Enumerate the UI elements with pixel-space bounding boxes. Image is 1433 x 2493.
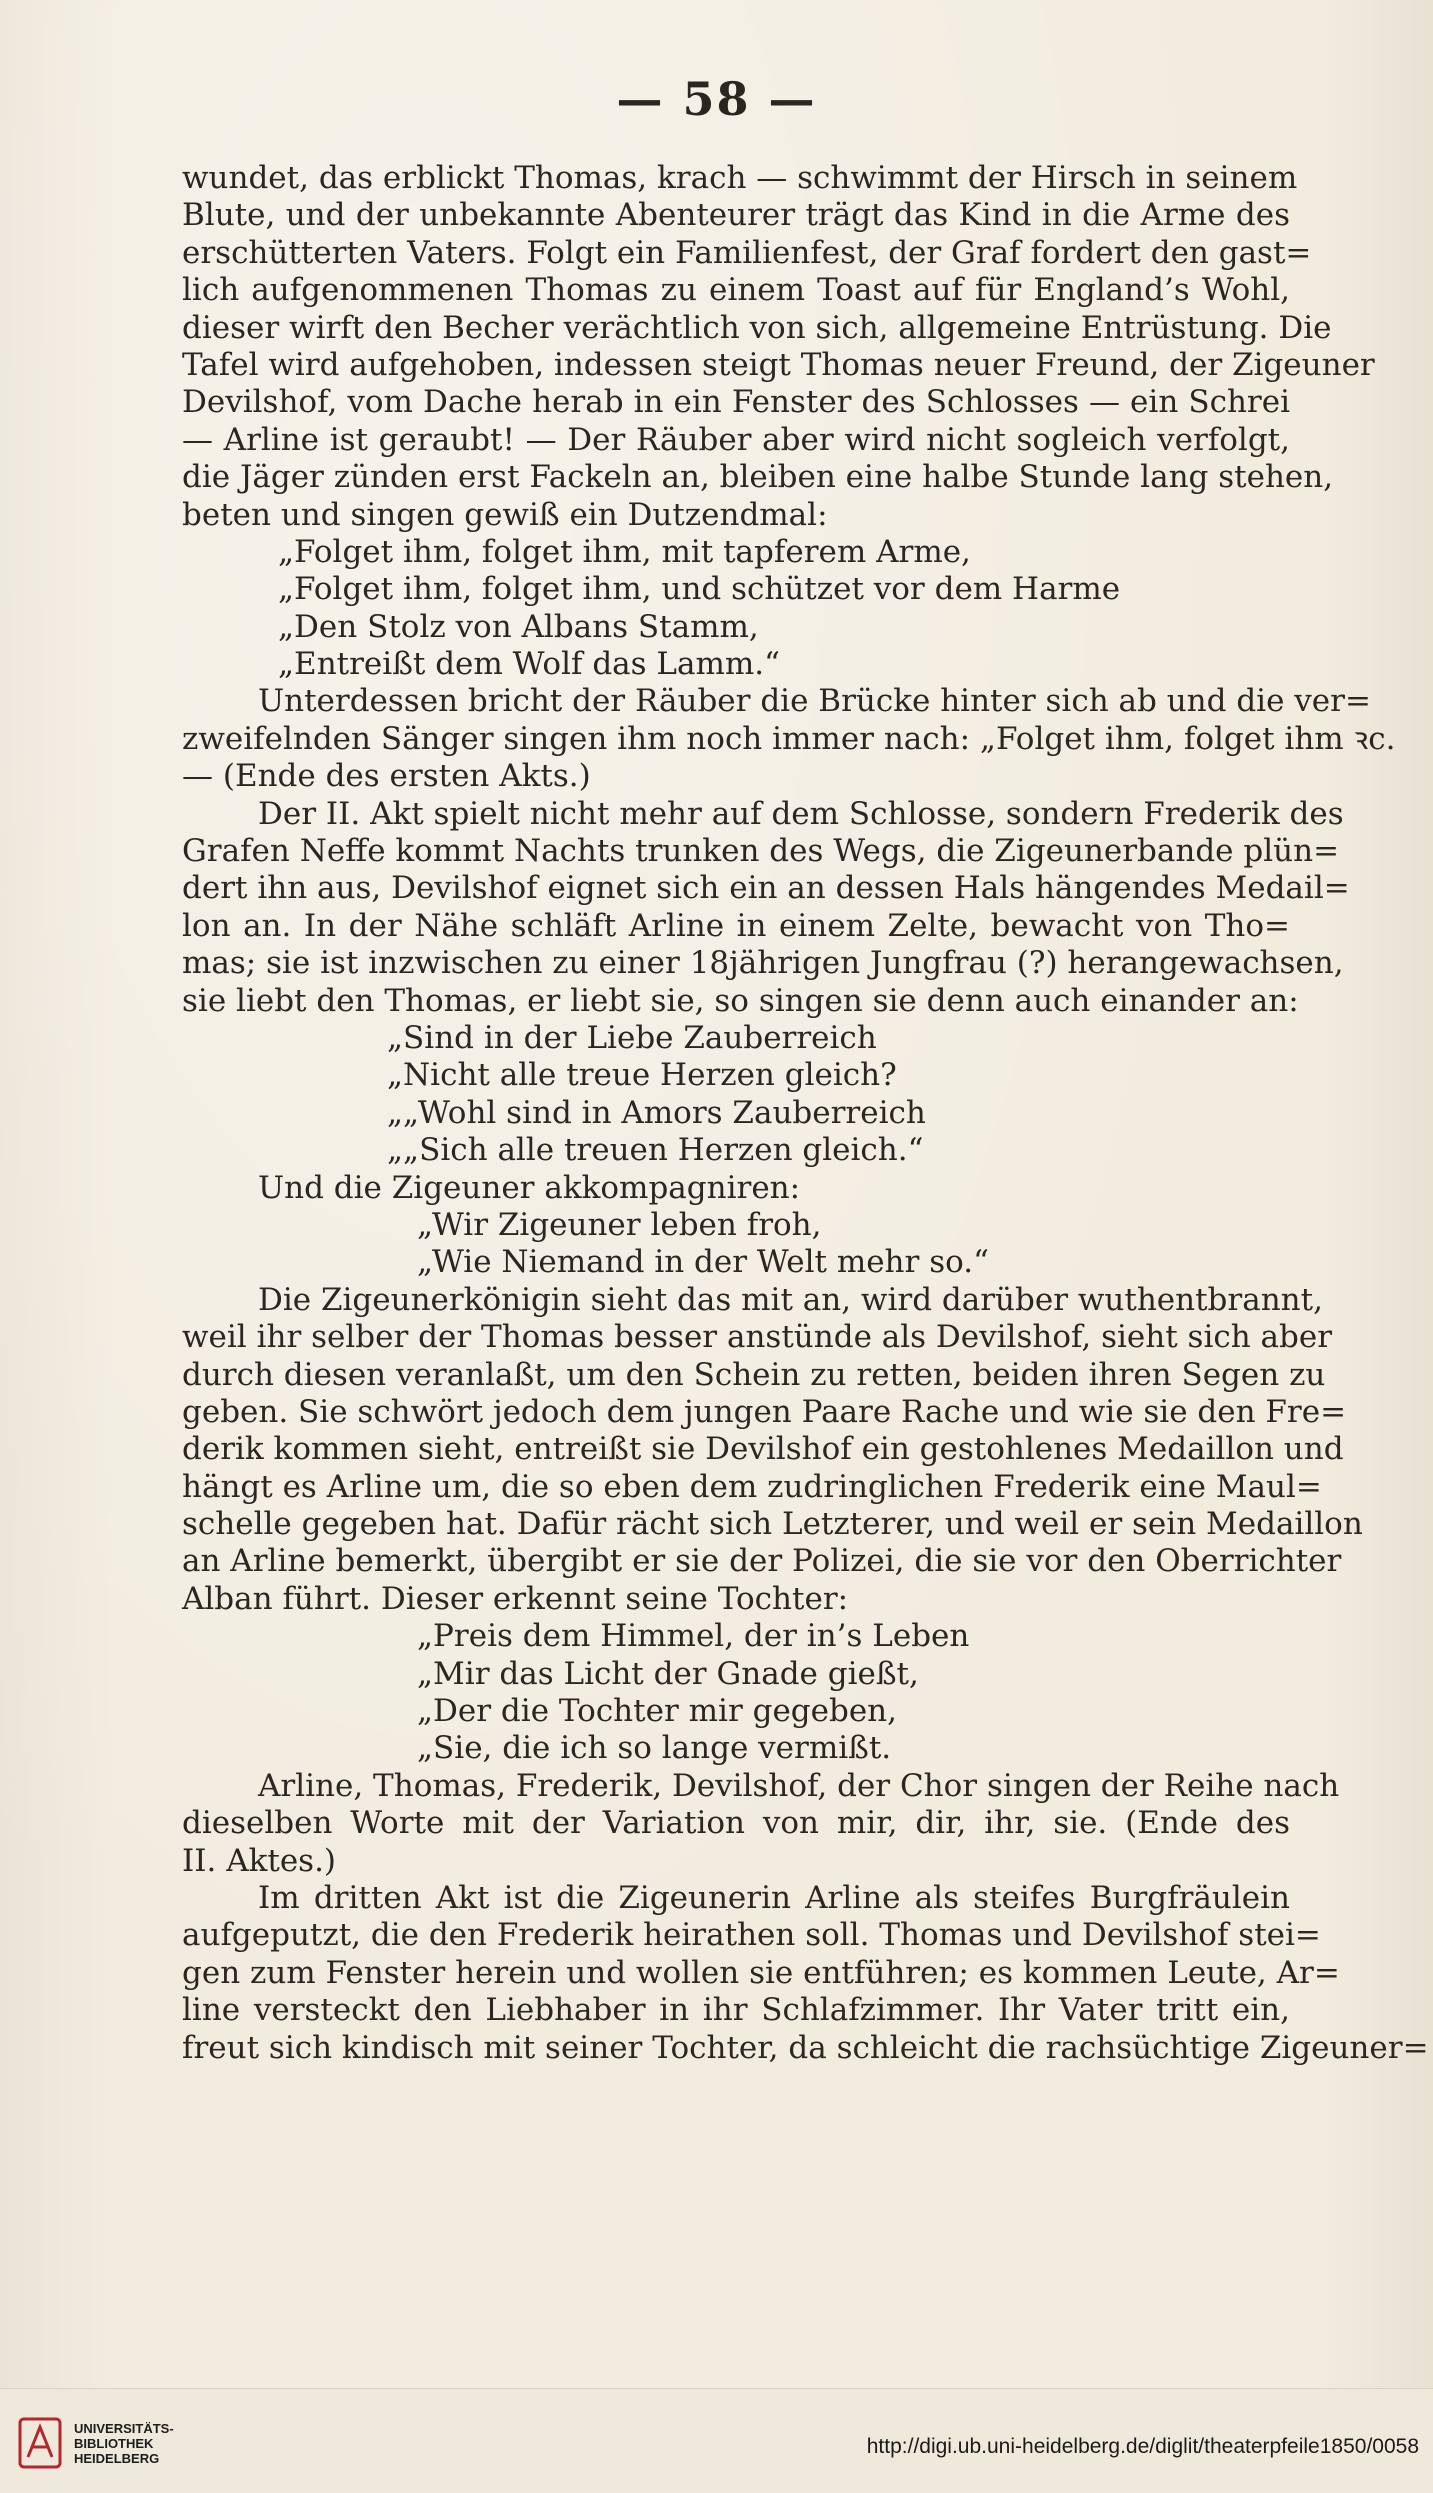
logo-line: UNIVERSITÄTS-: [74, 2421, 174, 2436]
text-line: an Arline bemerkt, übergibt er sie der Polizei, die sie vor den Oberrichter: [182, 1543, 1342, 1580]
text-line: weil ihr selber der Thomas besser anstünde als Devilshof, sieht sich aber: [182, 1319, 1333, 1356]
library-logo-text: [74, 2421, 174, 2466]
text-line: Arline, Thomas, Frederik, Devilshof, der Chor singen der Reihe nach: [258, 1767, 1340, 1804]
text-line: „Der die Tochter mir gegeben,: [417, 1693, 898, 1730]
text-line: „Folget ihm, folget ihm, und schützet vor dem Harme: [278, 571, 1121, 608]
text-line: — (Ende des ersten Akts.): [182, 758, 591, 795]
text-line: beten und singen gewiß ein Dutzendmal:: [182, 496, 828, 533]
text-line: zweifelnden Sänger singen ihm noch immer nach: „Folget ihm, folget ihm ꝛc.: [182, 720, 1396, 757]
text-line: Grafen Neffe kommt Nachts trunken des Wegs, die Zigeunerbande plün=: [182, 833, 1340, 870]
text-line: „Entreißt dem Wolf das Lamm.“: [278, 646, 780, 683]
text-line: dieser wirft den Becher verächtlich von sich, allgemeine Entrüstung. Die: [182, 309, 1332, 346]
text-line: dert ihn aus, Devilshof eignet sich ein an dessen Hals hängendes Medail=: [182, 870, 1350, 907]
text-line: „Mir das Licht der Gnade gießt,: [417, 1655, 919, 1692]
text-line: freut sich kindisch mit seiner Tochter, da schleicht die rachsüchtige Zigeuner=: [182, 2029, 1429, 2066]
text-line: Im dritten Akt ist die Zigeunerin Arline als steifes Burgfräulein: [258, 1879, 1290, 1916]
text-line: sie liebt den Thomas, er liebt sie, so singen sie denn auch einander an:: [182, 982, 1299, 1019]
text-line: gen zum Fenster herein und wollen sie entführen; es kommen Leute, Ar=: [182, 1954, 1340, 1991]
text-line: „Preis dem Himmel, der in’s Leben: [417, 1618, 970, 1655]
text-line: Tafel wird aufgehoben, indessen steigt Thomas neuer Freund, der Zigeuner: [182, 346, 1375, 383]
text-line: aufgeputzt, die den Frederik heirathen soll. Thomas und Devilshof stei=: [182, 1917, 1321, 1954]
page-number: — 58 —: [616, 72, 817, 126]
logo-line: BIBLIOTHEK: [74, 2436, 154, 2451]
text-line: „Den Stolz von Albans Stamm,: [278, 608, 759, 645]
university-seal-icon: [18, 2417, 62, 2469]
text-line: „Sind in der Liebe Zauberreich: [387, 1019, 877, 1056]
text-line: „„Wohl sind in Amors Zauberreich: [387, 1094, 926, 1131]
text-line: Und die Zigeuner akkompagniren:: [258, 1169, 801, 1206]
text-line: erschütterten Vaters. Folgt ein Familienfest, der Graf fordert den gast=: [182, 234, 1312, 271]
text-line: Die Zigeunerkönigin sieht das mit an, wird darüber wuthentbrannt,: [258, 1281, 1323, 1318]
text-line: Devilshof, vom Dache herab in ein Fenster des Schlosses — ein Schrei: [182, 384, 1290, 421]
text-line: durch diesen veranlaßt, um den Schein zu retten, beiden ihren Segen zu: [182, 1356, 1326, 1393]
text-line: mas; sie ist inzwischen zu einer 18jährigen Jungfrau (?) herangewachsen,: [182, 945, 1344, 982]
text-line: Alban führt. Dieser erkennt seine Tochter:: [182, 1580, 849, 1617]
text-line: Blute, und der unbekannte Abenteurer trägt das Kind in die Arme des: [182, 197, 1290, 234]
text-line: die Jäger zünden erst Fackeln an, bleiben eine halbe Stunde lang stehen,: [182, 459, 1334, 496]
logo-line: HEIDELBERG: [74, 2451, 160, 2466]
source-url-link[interactable]: http://digi.ub.uni-heidelberg.de/diglit/theaterpfeile1850/0058: [866, 2435, 1419, 2458]
text-line: „Nicht alle treue Herzen gleich?: [387, 1057, 897, 1094]
text-line: hängt es Arline um, die so eben dem zudringlichen Frederik eine Maul=: [182, 1468, 1322, 1505]
text-line: line versteckt den Liebhaber in ihr Schlafzimmer. Ihr Vater tritt ein,: [182, 1992, 1290, 2029]
text-line: dieselben Worte mit der Variation von mir, dir, ihr, sie. (Ende des: [182, 1805, 1290, 1842]
text-line: „Sie, die ich so lange vermißt.: [417, 1730, 892, 1767]
text-line: Unterdessen bricht der Räuber die Brücke hinter sich ab und die ver=: [258, 683, 1371, 720]
text-line: schelle gegeben hat. Dafür rächt sich Letzterer, und weil er sein Medaillon: [182, 1506, 1363, 1543]
text-line: wundet, das erblickt Thomas, krach — schwimmt der Hirsch in seinem: [182, 160, 1298, 196]
text-line: lon an. In der Nähe schläft Arline in einem Zelte, bewacht von Tho=: [182, 907, 1290, 944]
text-line: derik kommen sieht, entreißt sie Devilshof ein gestohlenes Medaillon und: [182, 1431, 1344, 1468]
text-line: „Wie Niemand in der Welt mehr so.“: [417, 1244, 989, 1281]
footer-bar: [0, 2388, 1433, 2493]
text-line: — Arline ist geraubt! — Der Räuber aber wird nicht sogleich verfolgt,: [182, 421, 1290, 458]
text-line: „„Sich alle treuen Herzen gleich.“: [387, 1132, 924, 1169]
body-text: [182, 160, 1429, 2067]
text-line: II. Aktes.): [182, 1842, 337, 1879]
text-line: Der II. Akt spielt nicht mehr auf dem Schlosse, sondern Frederik des: [258, 795, 1344, 832]
text-line: „Wir Zigeuner leben froh,: [417, 1206, 822, 1243]
text-line: lich aufgenommenen Thomas zu einem Toast auf für England’s Wohl,: [182, 272, 1290, 309]
text-line: „Folget ihm, folget ihm, mit tapferem Arme,: [278, 533, 971, 570]
text-line: geben. Sie schwört jedoch dem jungen Paare Rache und wie sie den Fre=: [182, 1393, 1347, 1430]
